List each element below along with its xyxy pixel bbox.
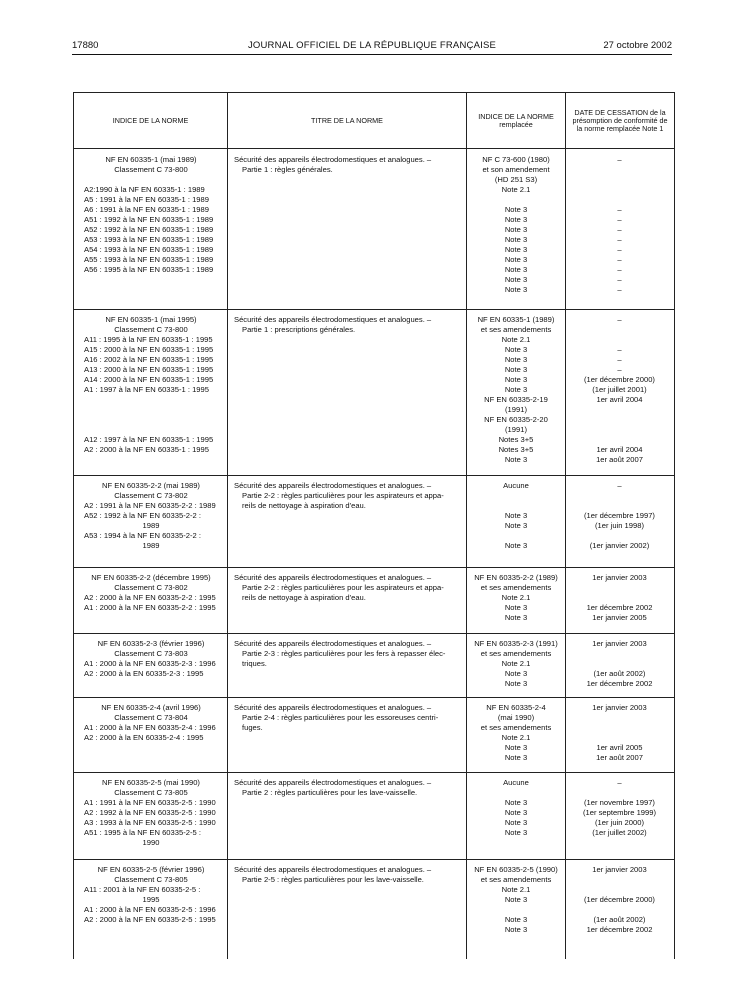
replaced-norm-line: Note 3 (504, 925, 528, 934)
column-header-cessation-date: DATE DE CESSATION de la présomption de conformité de la norme remplacée Note 1 (572, 107, 668, 133)
table-row (74, 633, 674, 697)
replaced-norm-line: Note 3 (504, 245, 528, 254)
replaced-norm-line: NF EN 60335-2-19 (484, 395, 548, 404)
cessation-date-line: – (617, 215, 622, 224)
cessation-date-line (566, 175, 673, 185)
column-header-replaced-norm: INDICE DE LA NORME remplacée (478, 111, 554, 129)
amendment-line (76, 425, 226, 435)
amendment-line (76, 415, 226, 425)
cessation-date-line: (1er septembre 1999) (582, 808, 657, 817)
replaced-norm-line: (1991) (505, 405, 527, 414)
replaced-norm-line: (mai 1990) (497, 713, 535, 722)
spacer (76, 175, 226, 185)
norm-classification: Classement C 73-805 (114, 788, 188, 797)
replaced-norm-line: Note 3 (504, 345, 528, 354)
cessation-date-line: 1er janvier 2005 (592, 613, 647, 622)
norm-reference: NF EN 60335-2-2 (décembre 1995) (91, 573, 211, 582)
amendment-line: A2 : 1992 à la NF EN 60335-2-5 : 1990 (84, 808, 216, 817)
replaced-norm-line: Note 3 (504, 541, 528, 550)
title-line: Sécurité des appareils électrodomestiques et analogues. – (234, 865, 432, 874)
title-line: Partie 2-5 : règles particulières pour les lave-vaisselle. (242, 875, 424, 884)
norm-title-cell (234, 865, 466, 885)
replaced-norm-line: Note 3 (504, 828, 528, 837)
amendment-line: A13 : 2000 à la NF EN 60335-1 : 1995 (84, 365, 214, 374)
title-line: Partie 2 : règles particulières pour les lave-vaisselle. (242, 788, 418, 797)
table-row (74, 697, 674, 772)
table-row (74, 149, 674, 309)
replaced-norm-line: Note 2.1 (501, 335, 531, 344)
cessation-date-line: 1er décembre 2002 (586, 603, 653, 612)
replaced-norm-line: Note 3 (504, 669, 528, 678)
cessation-date-line: – (617, 355, 622, 364)
cessation-date-line: (1er juillet 2002) (592, 828, 647, 837)
replaced-norm-cell (467, 865, 565, 935)
norm-reference: NF EN 60335-1 (mai 1989) (105, 155, 197, 164)
cessation-date-line: – (617, 481, 622, 490)
amendment-line: A2 : 2000 à la EN 60335-2-4 : 1995 (84, 733, 204, 742)
replaced-norm-line: NF EN 60335-2-2 (1989) (474, 573, 558, 582)
cessation-date-line (566, 415, 673, 425)
replaced-norm-line: NF EN 60335-1 (1989) (477, 315, 555, 324)
replaced-norm-line (467, 501, 565, 511)
page-number: 17880 (72, 40, 99, 51)
replaced-norm-line: Notes 3+5 (498, 435, 534, 444)
cessation-date-line: – (617, 245, 622, 254)
replaced-norm-line (467, 788, 565, 798)
title-line: Sécurité des appareils électrodomestiques et analogues. – (234, 315, 432, 324)
replaced-norm-line: Note 3 (504, 895, 528, 904)
amendment-line: A53 : 1994 à la NF EN 60335-2-2 : (84, 531, 201, 540)
amendment-line: A12 : 1997 à la NF EN 60335-1 : 1995 (84, 435, 214, 444)
title-line: Partie 2-2 : règles particulières pour les aspirateurs et appa- (242, 583, 444, 592)
cessation-date-line: (1er décembre 1997) (584, 511, 655, 520)
cessation-date-line (566, 531, 673, 541)
replaced-norm-line: Aucune (503, 481, 529, 490)
title-line: fuges. (242, 723, 263, 732)
amendment-line: A52 : 1992 à la NF EN 60335-1 : 1989 (84, 225, 214, 234)
amendment-line: A2 : 2000 à la NF EN 60335-2-5 : 1995 (84, 915, 216, 924)
title-line: Partie 1 : prescriptions générales. (242, 325, 356, 334)
replaced-norm-line: Note 3 (504, 915, 528, 924)
replaced-norm-line: Aucune (503, 778, 529, 787)
replaced-norm-cell (467, 778, 565, 838)
cessation-date-line: – (617, 778, 622, 787)
page-header (72, 38, 672, 55)
cessation-date-line: 1er janvier 2003 (592, 639, 647, 648)
title-line: Sécurité des appareils électrodomestiques et analogues. – (234, 573, 432, 582)
amendment-line: A16 : 2002 à la NF EN 60335-1 : 1995 (84, 355, 214, 364)
replaced-norm-line: Note 3 (504, 285, 528, 294)
replaced-norm-line: NF EN 60335-2-4 (486, 703, 546, 712)
cessation-date-cell (566, 155, 673, 295)
amendment-line: A1 : 2000 à la NF EN 60335-2-5 : 1996 (84, 905, 216, 914)
replaced-norm-line: Note 3 (504, 235, 528, 244)
table-row (74, 859, 674, 955)
cessation-date-line: – (617, 285, 622, 294)
cessation-date-line: 1er août 2007 (596, 753, 643, 762)
cessation-date-line: – (617, 155, 622, 164)
norm-index-cell (76, 703, 226, 743)
norm-classification: Classement C 73-802 (114, 583, 188, 592)
title-line: Partie 2-3 : règles particulières pour les fers à repasser élec- (242, 649, 446, 658)
norm-classification: Classement C 73-805 (114, 875, 188, 884)
cessation-date-line (566, 723, 673, 733)
journal-title: JOURNAL OFFICIEL DE LA RÉPUBLIQUE FRANÇAISE (247, 40, 497, 51)
replaced-norm-line (467, 531, 565, 541)
cessation-date-line: (1er janvier 2002) (589, 541, 650, 550)
amendment-line: A1 : 2000 à la NF EN 60335-2-4 : 1996 (84, 723, 216, 732)
cessation-date-line (566, 195, 673, 205)
title-line: Partie 2-4 : règles particulières pour les essoreuses centri- (242, 713, 439, 722)
cessation-date-line: – (617, 225, 622, 234)
amendment-line: A2 : 1991 à la NF EN 60335-2-2 : 1989 (84, 501, 216, 510)
norm-title-cell (234, 481, 466, 511)
cessation-date-line: 1er décembre 2002 (586, 925, 653, 934)
replaced-norm-line: Note 3 (504, 225, 528, 234)
norm-title-cell (234, 155, 466, 175)
cessation-date-line (566, 649, 673, 659)
replaced-norm-line: (HD 251 S3) (494, 175, 538, 184)
replaced-norm-line: et ses amendements (480, 875, 552, 884)
title-line: reils de nettoyage à aspiration d'eau. (242, 501, 366, 510)
cessation-date-line: (1er juillet 2001) (592, 385, 647, 394)
cessation-date-line: 1er janvier 2003 (592, 703, 647, 712)
title-line: Partie 1 : règles générales. (242, 165, 333, 174)
replaced-norm-line: Note 3 (504, 808, 528, 817)
amendment-line: A55 : 1993 à la NF EN 60335-1 : 1989 (84, 255, 214, 264)
replaced-norm-line: NF EN 60335-2-3 (1991) (474, 639, 558, 648)
norm-classification: Classement C 73-800 (114, 165, 188, 174)
title-line: reils de nettoyage à aspiration d'eau. (242, 593, 366, 602)
replaced-norm-line: Note 2.1 (501, 733, 531, 742)
cessation-date-line (566, 583, 673, 593)
replaced-norm-line: Note 3 (504, 455, 528, 464)
amendment-line: A6 : 1991 à la NF EN 60335-1 : 1989 (84, 205, 209, 214)
norm-index-cell (76, 865, 226, 925)
replaced-norm-line (467, 905, 565, 915)
amendment-line: A51 : 1995 à la NF EN 60335-2-5 : (84, 828, 201, 837)
cessation-date-cell (566, 481, 673, 551)
title-line: triques. (242, 659, 267, 668)
cessation-date-line: – (617, 315, 622, 324)
replaced-norm-cell (467, 703, 565, 763)
replaced-norm-line: Note 3 (504, 265, 528, 274)
replaced-norm-line: Note 3 (504, 215, 528, 224)
publication-date: 27 octobre 2002 (603, 40, 672, 51)
cessation-date-line (566, 491, 673, 501)
norm-title-cell (234, 573, 466, 603)
replaced-norm-line: Note 3 (504, 679, 528, 688)
amendment-line: A2:1990 à la NF EN 60335-1 : 1989 (84, 185, 205, 194)
replaced-norm-line: NF EN 60335-2-20 (484, 415, 548, 424)
replaced-norm-line: et ses amendements (480, 649, 552, 658)
cessation-date-line: – (617, 345, 622, 354)
title-line: Sécurité des appareils électrodomestiques et analogues. – (234, 778, 432, 787)
replaced-norm-line: Note 2.1 (501, 185, 531, 194)
cessation-date-line (566, 713, 673, 723)
replaced-norm-line: Note 3 (504, 521, 528, 530)
cessation-date-line: 1er août 2007 (596, 455, 643, 464)
amendment-line: A2 : 2000 à la NF EN 60335-1 : 1995 (84, 445, 209, 454)
replaced-norm-cell (467, 573, 565, 623)
replaced-norm-line: et ses amendements (480, 723, 552, 732)
norm-classification: Classement C 73-803 (114, 649, 188, 658)
cessation-date-line: – (617, 235, 622, 244)
cessation-date-line: – (617, 365, 622, 374)
norm-title-cell (234, 703, 466, 733)
norm-title-cell (234, 639, 466, 669)
amendment-line: A5 : 1991 à la NF EN 60335-1 : 1989 (84, 195, 209, 204)
amendment-line: A52 : 1992 à la NF EN 60335-2-2 : (84, 511, 201, 520)
cessation-date-line (566, 435, 673, 445)
cessation-date-cell (566, 778, 673, 838)
cessation-date-line (566, 405, 673, 415)
title-line: Partie 2-2 : règles particulières pour les aspirateurs et appa- (242, 491, 444, 500)
replaced-norm-line: Note 3 (504, 798, 528, 807)
replaced-norm-line: Note 2.1 (501, 659, 531, 668)
amendment-line: A14 : 2000 à la NF EN 60335-1 : 1995 (84, 375, 214, 384)
cessation-date-line (566, 659, 673, 669)
cessation-date-line: (1er juin 1998) (595, 521, 644, 530)
title-line: Sécurité des appareils électrodomestiques et analogues. – (234, 481, 432, 490)
table-row (74, 567, 674, 633)
amendment-line: A2 : 2000 à la EN 60335-2-3 : 1995 (84, 669, 204, 678)
replaced-norm-line: Note 3 (504, 603, 528, 612)
replaced-norm-line: et son amendement (482, 165, 550, 174)
replaced-norm-line (467, 195, 565, 205)
replaced-norm-line: Note 2.1 (501, 885, 531, 894)
cessation-date-line (566, 875, 673, 885)
standards-table (73, 92, 675, 959)
replaced-norm-line: Note 3 (504, 205, 528, 214)
cessation-date-line (566, 425, 673, 435)
cessation-date-line: 1er janvier 2003 (592, 865, 647, 874)
norm-reference: NF EN 60335-2-5 (mai 1990) (102, 778, 200, 787)
replaced-norm-line (467, 491, 565, 501)
amendment-line: 1989 (142, 541, 160, 550)
cessation-date-line: 1er janvier 2003 (592, 573, 647, 582)
cessation-date-line (566, 335, 673, 345)
cessation-date-line: – (617, 265, 622, 274)
norm-reference: NF EN 60335-2-5 (février 1996) (97, 865, 205, 874)
norm-classification: Classement C 73-800 (114, 325, 188, 334)
replaced-norm-line: Note 3 (504, 365, 528, 374)
amendment-line: A51 : 1992 à la NF EN 60335-1 : 1989 (84, 215, 214, 224)
cessation-date-cell (566, 315, 673, 465)
replaced-norm-line: Note 3 (504, 511, 528, 520)
cessation-date-line (566, 905, 673, 915)
cessation-date-cell (566, 703, 673, 763)
cessation-date-line (566, 788, 673, 798)
amendment-line: A1 : 2000 à la NF EN 60335-2-3 : 1996 (84, 659, 216, 668)
replaced-norm-line: Note 3 (504, 753, 528, 762)
title-line: Sécurité des appareils électrodomestiques et analogues. – (234, 155, 432, 164)
replaced-norm-line: Note 3 (504, 375, 528, 384)
norm-title-cell (234, 778, 466, 798)
amendment-line: A11 : 2001 à la NF EN 60335-2-5 : (84, 885, 201, 894)
norm-index-cell (76, 155, 226, 275)
norm-index-cell (76, 573, 226, 613)
cessation-date-line: 1er avril 2005 (596, 743, 643, 752)
replaced-norm-line: et ses amendements (480, 325, 552, 334)
replaced-norm-line: Note 3 (504, 255, 528, 264)
cessation-date-line: 1er décembre 2002 (586, 679, 653, 688)
cessation-date-line (566, 501, 673, 511)
amendment-line: A53 : 1993 à la NF EN 60335-1 : 1989 (84, 235, 214, 244)
table-row (74, 309, 674, 475)
cessation-date-line: 1er avril 2004 (596, 445, 643, 454)
norm-index-cell (76, 778, 226, 848)
norm-index-cell (76, 481, 226, 551)
replaced-norm-line: NF C 73-600 (1980) (482, 155, 550, 164)
amendment-line: A2 : 2000 à la NF EN 60335-2-2 : 1995 (84, 593, 216, 602)
cessation-date-line: 1er avril 2004 (596, 395, 643, 404)
replaced-norm-line: Note 2.1 (501, 593, 531, 602)
cessation-date-cell (566, 639, 673, 689)
cessation-date-line: – (617, 275, 622, 284)
cessation-date-line (566, 885, 673, 895)
amendment-line (76, 405, 226, 415)
cessation-date-line: (1er août 2002) (593, 669, 646, 678)
cessation-date-line (566, 593, 673, 603)
replaced-norm-line: Note 3 (504, 385, 528, 394)
cessation-date-line: – (617, 255, 622, 264)
amendment-line: 1989 (142, 521, 160, 530)
cessation-date-cell (566, 573, 673, 623)
norm-classification: Classement C 73-804 (114, 713, 188, 722)
cessation-date-line: (1er décembre 2000) (584, 375, 655, 384)
cessation-date-line (566, 185, 673, 195)
norm-index-cell (76, 639, 226, 679)
norm-reference: NF EN 60335-2-2 (mai 1989) (102, 481, 200, 490)
table-row (74, 475, 674, 567)
cessation-date-line: (1er août 2002) (593, 915, 646, 924)
replaced-norm-line: Notes 3+5 (498, 445, 534, 454)
cessation-date-line: (1er novembre 1997) (584, 798, 655, 807)
amendment-line: A1 : 1991 à la NF EN 60335-2-5 : 1990 (84, 798, 216, 807)
amendment-line (76, 395, 226, 405)
amendment-line: 1995 (142, 895, 160, 904)
amendment-line: A3 : 1993 à la NF EN 60335-2-5 : 1990 (84, 818, 216, 827)
norm-title-cell (234, 315, 466, 335)
replaced-norm-line: Note 3 (504, 743, 528, 752)
cessation-date-line (566, 165, 673, 175)
replaced-norm-line: Note 3 (504, 355, 528, 364)
column-header-norm-title: TITRE DE LA NORME (311, 115, 383, 125)
replaced-norm-cell (467, 315, 565, 465)
column-header-norm-index: INDICE DE LA NORME (112, 115, 189, 125)
norm-reference: NF EN 60335-2-3 (février 1996) (97, 639, 205, 648)
replaced-norm-line: et ses amendements (480, 583, 552, 592)
norm-classification: Classement C 73-802 (114, 491, 188, 500)
replaced-norm-line: Note 3 (504, 818, 528, 827)
norm-reference: NF EN 60335-1 (mai 1995) (105, 315, 197, 324)
cessation-date-line: (1er juin 2000) (595, 818, 644, 827)
replaced-norm-line: NF EN 60335-2-5 (1990) (474, 865, 558, 874)
replaced-norm-cell (467, 155, 565, 295)
cessation-date-cell (566, 865, 673, 935)
amendment-line: A15 : 2000 à la NF EN 60335-1 : 1995 (84, 345, 214, 354)
replaced-norm-line: Note 3 (504, 613, 528, 622)
amendment-line: 1990 (142, 838, 160, 847)
replaced-norm-cell (467, 481, 565, 551)
replaced-norm-cell (467, 639, 565, 689)
title-line: Sécurité des appareils électrodomestiques et analogues. – (234, 703, 432, 712)
cessation-date-line: (1er décembre 2000) (584, 895, 655, 904)
cessation-date-line (566, 325, 673, 335)
table-row (74, 772, 674, 859)
replaced-norm-line: Note 3 (504, 275, 528, 284)
amendment-line: A54 : 1993 à la NF EN 60335-1 : 1989 (84, 245, 214, 254)
cessation-date-line (566, 733, 673, 743)
replaced-norm-line: (1991) (505, 425, 527, 434)
amendment-line: A56 : 1995 à la NF EN 60335-1 : 1989 (84, 265, 214, 274)
norm-index-cell (76, 315, 226, 455)
amendment-line: A1 : 2000 à la NF EN 60335-2-2 : 1995 (84, 603, 216, 612)
cessation-date-line: – (617, 205, 622, 214)
norm-reference: NF EN 60335-2-4 (avril 1996) (101, 703, 201, 712)
amendment-line: A1 : 1997 à la NF EN 60335-1 : 1995 (84, 385, 209, 394)
amendment-line: A11 : 1995 à la NF EN 60335-1 : 1995 (84, 335, 213, 344)
title-line: Sécurité des appareils électrodomestiques et analogues. – (234, 639, 432, 648)
